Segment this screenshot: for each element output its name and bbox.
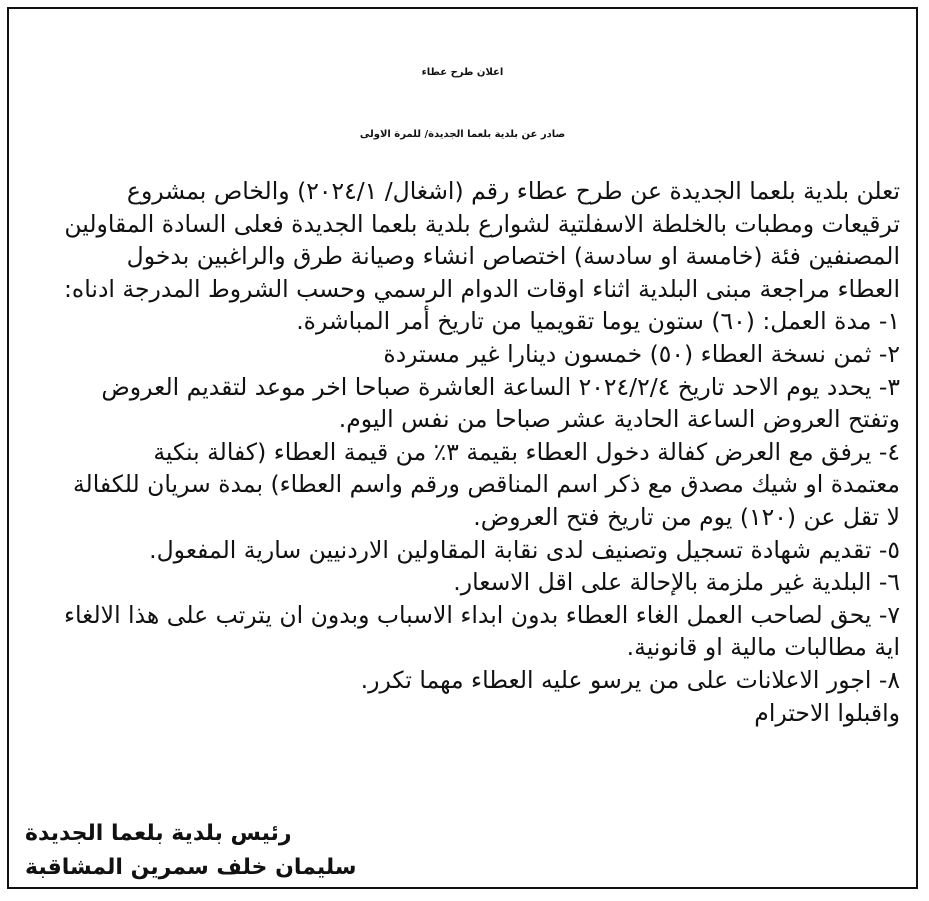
page-title: اعلان طرح عطاء [421, 67, 504, 78]
body-line: تعلن بلدية بلعما الجديدة عن طرح عطاء رقم (اشغال/ ٢٠٢٤/١) والخاص بمشروع [126, 177, 900, 205]
page-subtitle: صادر عن بلدية بلعما الجديدة/ للمرة الاولى [359, 129, 566, 140]
signatory-title: رئيس بلدية بلعما الجديدة [25, 821, 292, 846]
condition-item: ١- مدة العمل: (٦٠) ستون يوما تقويميا من تاريخ أمر المباشرة. [296, 307, 900, 336]
body-line: العطاء مراجعة مبنى البلدية اثناء اوقات الدوام الرسمي وحسب الشروط المدرجة ادناه: [64, 274, 900, 303]
condition-item: ٣- يحدد يوم الاحد تاريخ ٢٠٢٤/٢/٤ الساعة العاشرة صباحا اخر موعد لتقديم العروض [101, 372, 900, 401]
condition-item: ٨- اجور الاعلانات على من يرسو عليه العطاء مهما تكرر. [360, 665, 900, 694]
condition-item: ٦- البلدية غير ملزمة بالإحالة على اقل الاسعار. [453, 568, 900, 597]
condition-item: ٢- ثمن نسخة العطاء (٥٠) خمسون دينارا غير مستردة [383, 339, 900, 368]
body-line: المصنفين فئة (خامسة او سادسة) اختصاص انشاء وصيانة طرق والراغبين بدخول [126, 242, 900, 271]
condition-item: ٧- يحق لصاحب العمل الغاء العطاء بدون ابداء الاسباب وبدون ان يترتب على هذا الالغاء [63, 600, 900, 629]
signatory-name: سليمان خلف سمرين المشاقبة [25, 855, 357, 880]
condition-item-continued: لا تقل عن (١٢٠) يوم من تاريخ فتح العروض. [473, 502, 900, 531]
body-line: ترقيعات ومطبات بالخلطة الاسفلتية لشوارع بلدية بلعما الجديدة فعلى السادة المقاولين [64, 209, 900, 238]
announcement-body [25, 175, 900, 729]
condition-item-continued: وتفتح العروض الساعة الحادية عشر صباحا من نفس اليوم. [338, 405, 900, 434]
closing-line: واقبلوا الاحترام [754, 698, 900, 727]
condition-item: ٤- يرفق مع العرض كفالة دخول العطاء بقيمة ٣٪ من قيمة العطاء (كفالة بنكية [153, 437, 900, 466]
condition-item-continued: اية مطالبات مالية او قانونية. [626, 633, 900, 662]
condition-item: ٥- تقديم شهادة تسجيل وتصنيف لدى نقابة المقاولين الاردنيين سارية المفعول. [149, 535, 900, 564]
signature-block [25, 817, 900, 885]
advertisement-frame [7, 7, 918, 889]
condition-item-continued: معتمدة او شيك مصدق مع ذكر اسم المناقص ورقم واسم العطاء) بمدة سريان للكفالة [72, 470, 900, 499]
